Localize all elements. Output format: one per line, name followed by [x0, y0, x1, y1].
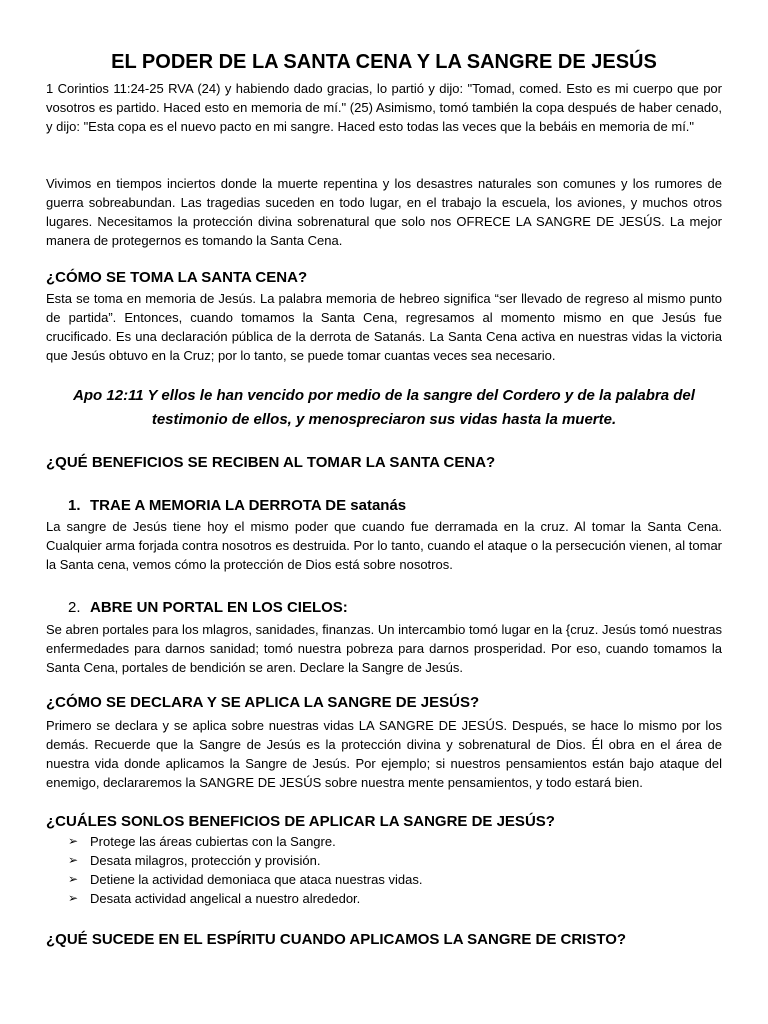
- intro-verse: 1 Corintios 11:24-25 RVA (24) y habiendo dado gracias, lo partió y dijo: "Tomad, comed. Esto es mi cuerpo que por vosotros es partido. Haced esto en memoria de mí." (25) Asimismo, tomó también la copa después de haber cenado, y dijo: "Esta copa es el nuevo pacto en mi sangre. Haced esto todas las veces que la bebáis en memoria de mí.": [46, 81, 722, 134]
- benefit-1-heading: [68, 496, 718, 516]
- benefit-1-body: La sangre de Jesús tiene hoy el mismo poder que cuando fue derramada en la cruz. Al tomar la Santa Cena. Cualquier arma forjada contra nosotros es destruida. Por lo tanto, cuando el ataque o la persecución vienen, al tomar la Santa cena, vemos cómo la protección de Dios está sobre nosotros.: [46, 519, 722, 572]
- arrow-bullet-icon: ➢: [68, 891, 79, 905]
- benefit-1-title: TRAE A MEMORIA LA DERROTA DE satanás: [90, 497, 407, 514]
- benefit-2-heading: [68, 598, 718, 618]
- benefit-1-number: 1.: [68, 497, 81, 514]
- section-declare-body: Primero se declara y se aplica sobre nuestras vidas LA SANGRE DE JESÚS. Después, se hace lo mismo por los demás. Recuerde que la Sangre de Jesús es la protección divina y sobrenatural de Dios. Él obra en el área de nuestra vida donde aplicamos la Sangre de Jesús. Por ejemplo; si nuestros pensamientos están bajo ataque del enemigo, declararemos la SANGRE DE JESÚS sobre nuestra mente pensamientos, y todo estará bien.: [46, 718, 722, 790]
- intro-paragraph: Vivimos en tiempos inciertos donde la muerte repentina y los desastres naturales son comunes y los rumores de guerra sobreabundan. Las tragedias suceden en todo lugar, en el trabajo la escuela, los aviones, y muchos otros lugares. Necesitamos la protección divina sobrenatural que solo nos OFRECE LA SANGRE DE JESÚS. La mejor manera de protegernos es tomando la Santa Cena.: [46, 176, 722, 248]
- arrow-bullet-icon: ➢: [68, 853, 79, 867]
- bible-quote: [46, 384, 722, 432]
- section-blood-benefits-heading: ¿CUÁLES SONLOS BENEFICIOS DE APLICAR LA SANGRE DE JESÚS?: [46, 813, 555, 830]
- blood-benefits-list: [68, 832, 422, 908]
- list-item: ➢ Desata actividad angelical a nuestro alrededor.: [68, 891, 361, 906]
- list-item: ➢ Protege las áreas cubiertas con la Sangre.: [68, 834, 336, 849]
- section-spirit-heading: ¿QUÉ SUCEDE EN EL ESPÍRITU CUANDO APLICAMOS LA SANGRE DE CRISTO?: [46, 931, 627, 948]
- section-how-to-take-body: Esta se toma en memoria de Jesús. La palabra memoria de hebreo significa “ser llevado de regreso al mismo punto de partida”. Entonces, cuando tomamos la Santa Cena, regresamos al momento mismo en que Jesús fue crucificado. Es una declaración pública de la derrota de Satanás. La Santa Cena activa en nuestras vidas la victoria que Jesús obtuvo en la Cruz; por lo tanto, se puede tomar cuantas veces sea necesario.: [46, 291, 722, 363]
- section-how-to-take-heading: ¿CÓMO SE TOMA LA SANTA CENA?: [46, 269, 308, 286]
- list-item: ➢ Desata milagros, protección y provisión.: [68, 853, 321, 868]
- bible-quote-line-2: testimonio de ellos, y menospreciaron sus vidas hasta la muerte.: [151, 411, 617, 428]
- section-benefits-heading: ¿QUÉ BENEFICIOS SE RECIBEN AL TOMAR LA SANTA CENA?: [46, 454, 496, 471]
- bible-quote-line-1: Apo 12:11 Y ellos le han vencido por medio de la sangre del Cordero y de la palabra del: [73, 387, 695, 404]
- arrow-bullet-icon: ➢: [68, 872, 79, 886]
- benefit-2-body: Se abren portales para los mlagros, sanidades, finanzas. Un intercambio tomó lugar en la {cruz. Jesús tomó nuestras enfermedades para darnos sanidad; tomó nuestra pobreza para darnos prosperidad. Por eso, cuando tomamos la Santa Cena, portales de bendición se aren. Declare la Sangre de Jesús.: [46, 622, 722, 675]
- arrow-bullet-icon: ➢: [68, 834, 79, 848]
- list-item: ➢ Detiene la actividad demoniaca que ataca nuestras vidas.: [68, 872, 423, 887]
- document-title: EL PODER DE LA SANTA CENA Y LA SANGRE DE JESÚS: [111, 51, 657, 73]
- section-declare-heading: ¿CÓMO SE DECLARA Y SE APLICA LA SANGRE DE JESÚS?: [46, 694, 480, 711]
- benefit-2-number: 2.: [68, 599, 81, 616]
- benefit-2-title: ABRE UN PORTAL EN LOS CIELOS:: [90, 599, 348, 616]
